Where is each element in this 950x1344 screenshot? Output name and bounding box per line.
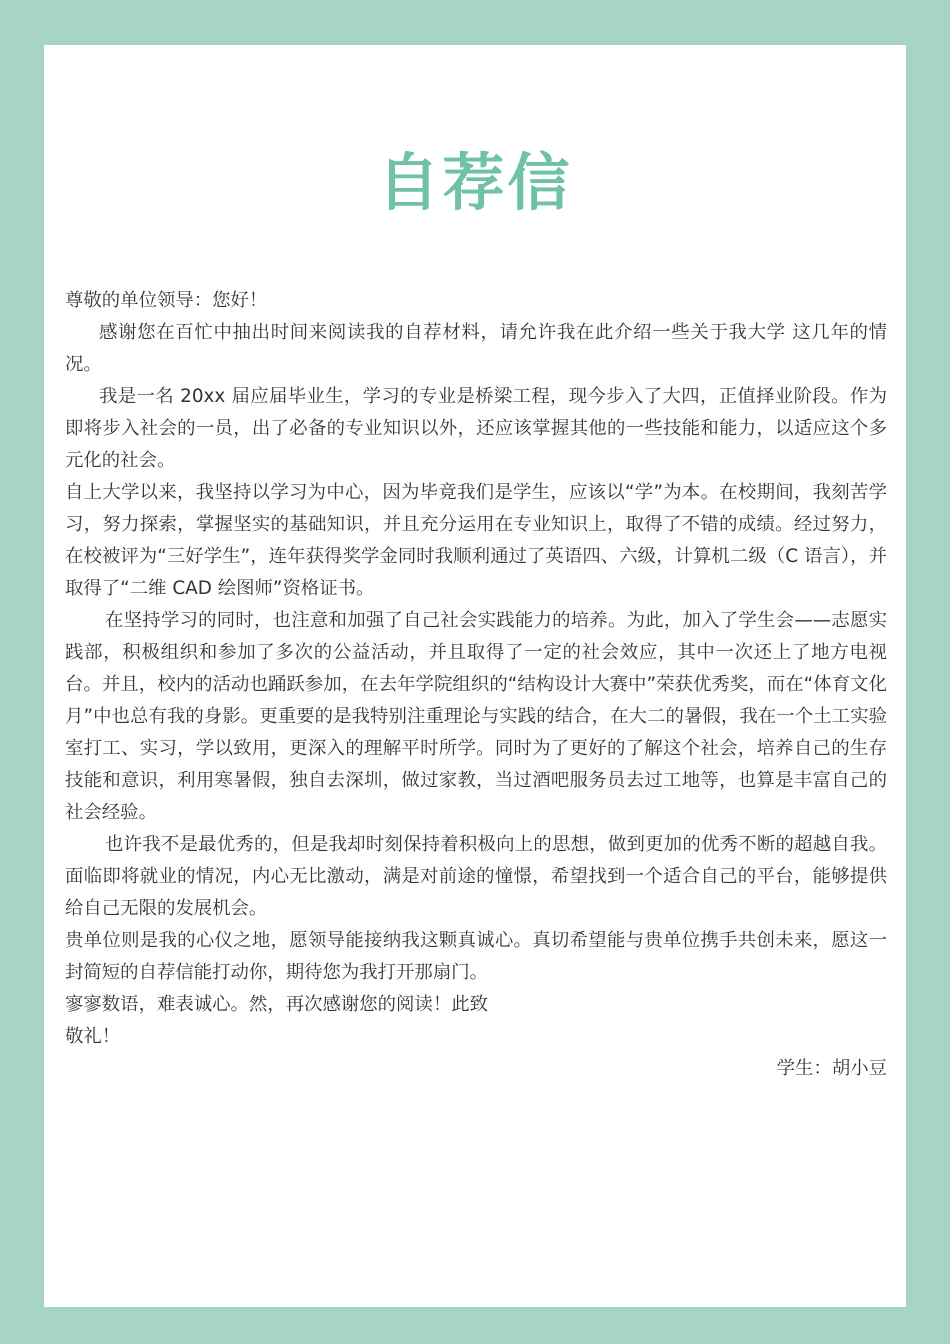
letter-paragraph: 也许我不是最优秀的，但是我却时刻保持着积极向上的思想，做到更加的优秀不断的超越自我。面临即将就业的情况，内心无比激动，满是对前途的憧憬，希望找到一个适合自己的平台，能够提供给自己无限的发展机会。 (65, 834, 887, 919)
letter-paragraph: 感谢您在百忙中抽出时间来阅读我的自荐材料，请允许我在此介绍一些关于我大学 这几年的情况。 (65, 322, 887, 375)
letter-paragraph: 贵单位则是我的心仪之地，愿领导能接纳我这颗真诚心。真切希望能与贵单位携手共创未来，愿这一封简短的自荐信能打动你，期待您为我打开那扇门。 (65, 930, 887, 983)
letter-signature: 学生：胡小豆 (776, 1058, 887, 1079)
letter-paragraph: 在坚持学习的同时，也注意和加强了自己社会实践能力的培养。为此，加入了学生会——志愿实践部，积极组织和参加了多次的公益活动，并且取得了一定的社会效应，其中一次还上了地方电视台。并且，校内的活动也踊跃参加，在去年学院组织的“结构设计大赛中”荣获优秀奖，而在“体育文化月”中也总有我的身影。更重要的是我特别注重理论与实践的结合，在大二的暑假，我在一个土工实验室打工、实习，学以致用，更深入的理解平时所学。同时为了更好的了解这个社会，培养自己的生存技能和意识，利用寒暑假，独自去深圳，做过家教，当过酒吧服务员去过工地等，也算是丰富自己的社会经验。 (65, 610, 887, 823)
letter-page (44, 45, 906, 1307)
letter-paragraph: 我是一名 20xx 届应届毕业生，学习的专业是桥梁工程，现今步入了大四，正值择业阶段。作为即将步入社会的一员，出了必备的专业知识以外，还应该掌握其他的一些技能和能力，以适应这个多元化的社会。 (65, 386, 887, 471)
letter-paragraph: 寥寥数语，难表诚心。然，再次感谢您的阅读！此致 (65, 994, 488, 1015)
page-title: 自荐信 (377, 146, 573, 219)
letter-paragraph: 自上大学以来，我坚持以学习为中心，因为毕竟我们是学生，应该以“学”为本。在校期间，我刻苦学习，努力探索，掌握坚实的基础知识，并且充分运用在专业知识上，取得了不错的成绩。经过努力，在校被评为“三好学生”，连年获得奖学金同时我顺利通过了英语四、六级，计算机二级（C 语言），并取得了“二维 CAD 绘图师”资格证书。 (65, 482, 887, 599)
letter-body (65, 285, 887, 1085)
letter-closing: 敬礼！ (65, 1026, 121, 1047)
letter-greeting: 尊敬的单位领导：您好！ (65, 290, 268, 311)
